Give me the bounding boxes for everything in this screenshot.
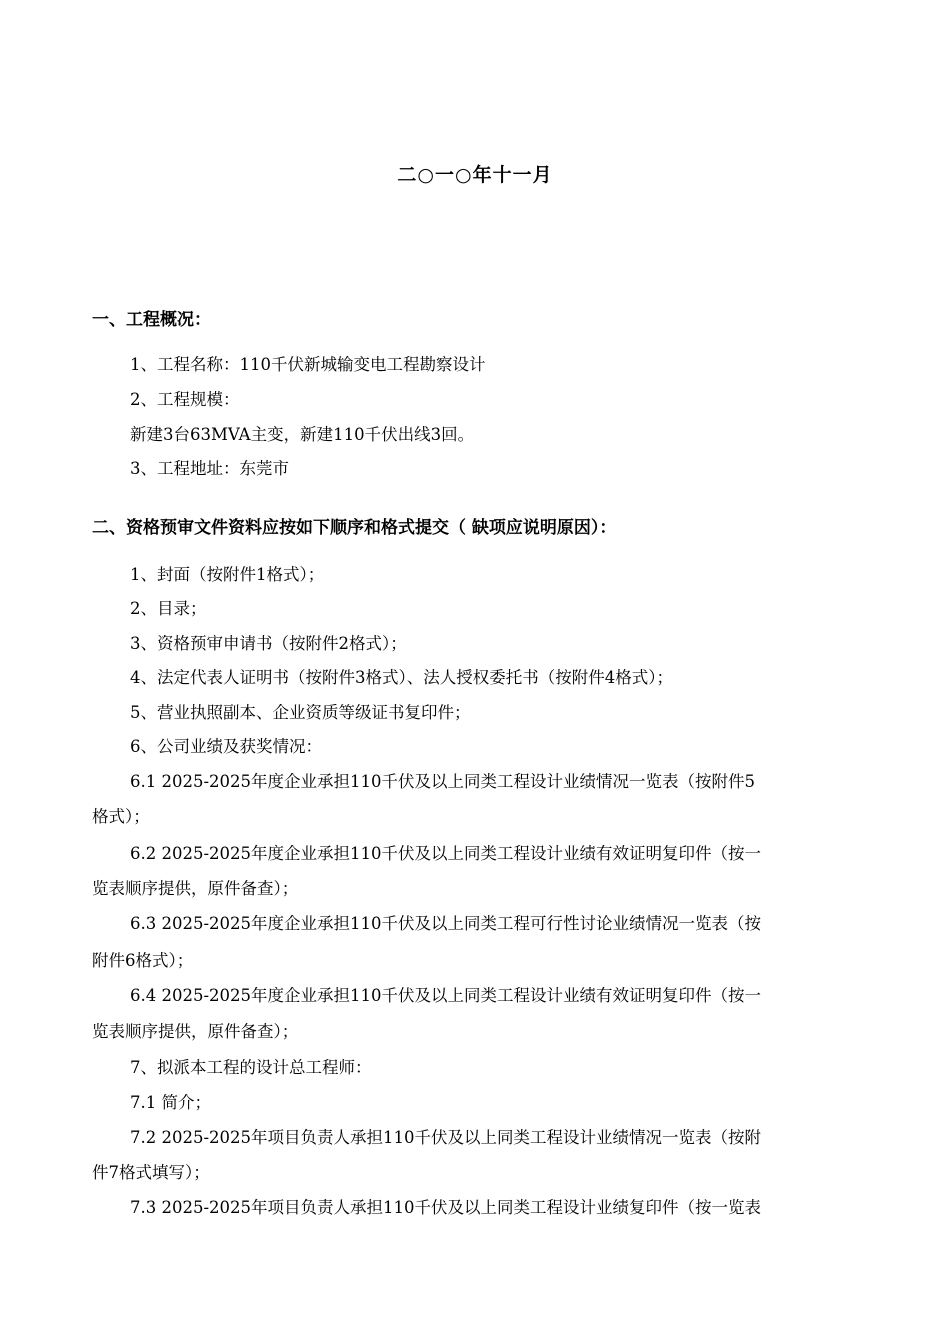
list-item: 5、营业执照副本、企业资质等级证书复印件； — [130, 703, 471, 722]
list-item: 7、拟派本工程的设计总工程师： — [130, 1058, 372, 1077]
project-scale-detail: 新建3台63MVA主变，新建110千伏出线3回。 — [130, 425, 475, 444]
sub-item-first-line: 6.4 2025-2025年度企业承担110千伏及以上同类工程设计业绩有效证明复印件（按一 — [130, 986, 762, 1005]
sub-item-second-line: 览表顺序提供，原件备查）； — [92, 1022, 299, 1041]
sub-item-second-line: 件7格式填写）； — [92, 1163, 210, 1182]
sub-item-first-line: 6.1 2025-2025年度企业承担110千伏及以上同类工程设计业绩情况一览表（按附件5 — [130, 772, 756, 791]
sub-item-first-line: 7.3 2025-2025年项目负责人承担110千伏及以上同类工程设计业绩复印件（按一览表 — [130, 1198, 762, 1217]
sub-item-first-line: 7.2 2025-2025年项目负责人承担110千伏及以上同类工程设计业绩情况一览表（按附 — [130, 1128, 762, 1147]
sub-item-first-line: 6.3 2025-2025年度企业承担110千伏及以上同类工程可行性讨论业绩情况一览表（按 — [130, 914, 762, 933]
list-item: 1、封面（按附件1格式）； — [130, 565, 325, 584]
list-item: 3、资格预审申请书（按附件2格式）； — [130, 634, 407, 653]
sub-item-second-line: 格式）； — [92, 807, 150, 826]
date-line: 二○一○年十一月 — [397, 164, 553, 186]
sub-item-first-line: 6.2 2025-2025年度企业承担110千伏及以上同类工程设计业绩有效证明复印件（按一 — [130, 844, 762, 863]
sub-item-second-line: 附件6格式）； — [92, 951, 194, 970]
project-scale-label: 2、工程规模： — [130, 390, 240, 409]
sub-item-second-line: 览表顺序提供，原件备查）； — [92, 879, 299, 898]
section2-heading: 二、资格预审文件资料应按如下顺序和格式提交（ 缺项应说明原因）： — [92, 518, 617, 538]
list-item: 4、法定代表人证明书（按附件3格式）、法人授权委托书（按附件4格式）； — [130, 668, 673, 687]
project-name: 1、工程名称：110千伏新城输变电工程勘察设计 — [130, 355, 486, 374]
list-item: 2、目录； — [130, 599, 207, 618]
section1-heading: 一、工程概况： — [92, 310, 211, 330]
project-address: 3、工程地址：东莞市 — [130, 459, 289, 478]
list-item: 6、公司业绩及获奖情况： — [130, 737, 322, 756]
sub-item-first-line: 7.1 简介； — [130, 1093, 211, 1112]
